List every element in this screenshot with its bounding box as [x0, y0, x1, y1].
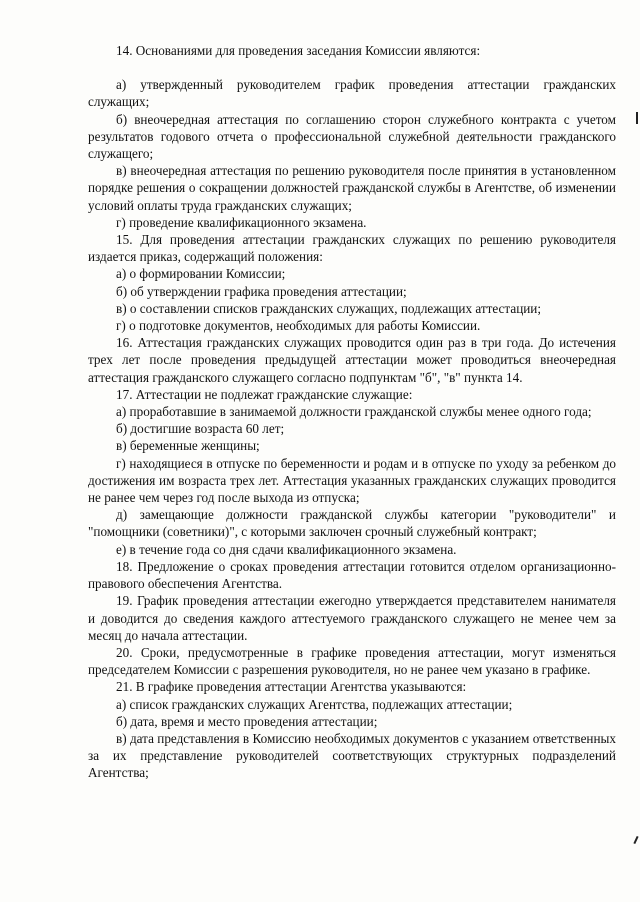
paragraph-15a: а) о формировании Комиссии; [116, 266, 286, 282]
paragraph-17e: е) в течение года со дня сдачи квалификационного экзамена. [116, 541, 457, 557]
paragraph-14a: а) утвержденный руководителем график проведения аттестации гражданских служащих; [88, 77, 616, 110]
paragraph-21v: в) дата представления в Комиссию необходимых документов с указанием ответственных за их представление руководителей соответствующих структурных подразделений Агентства; [88, 730, 616, 781]
paragraph-19: 19. График проведения аттестации ежегодно утверждается представителем нанимателя и доводится до сведения каждого аттестуемого гражданского служащего не менее чем за месяц до начала аттестации. [88, 593, 616, 643]
paragraph-17a: а) проработавшие в занимаемой должности гражданской службы менее одного года; [116, 404, 592, 420]
paragraph-14b: б) внеочередная аттестация по соглашению сторон служебного контракта с учетом результатов годового отчета о профессиональной служебной деятельности гражданского служащего; [88, 111, 616, 162]
paragraph-14: 14. Основаниями для проведения заседания Комиссии являются: [116, 43, 481, 58]
paragraph-17g: г) находящиеся в отпуске по беременности и родам и в отпуске по уходу за ребенком до достижения им возраста трех лет. Аттестация указанных гражданских служащих проводится не ранее чем через год после выхода из отпуска; [88, 455, 616, 506]
paragraph-21b: б) дата, время и место проведения аттестации; [116, 713, 378, 729]
paragraph-18: 18. Предложение о сроках проведения аттестации готовится отделом организационно-правового обеспечения Агентства. [88, 558, 616, 592]
paragraph-17v: в) беременные женщины; [116, 438, 260, 454]
paragraph-20: 20. Сроки, предусмотренные в графике проведения аттестации, могут изменяться председателем Комиссии с разрешения руководителя, но не ранее чем указано в графике. [88, 644, 616, 678]
paragraph-21: 21. В графике проведения аттестации Агентства указываются: [116, 679, 467, 695]
paragraph-17b: б) достигшие возраста 60 лет; [116, 421, 285, 437]
paragraph-15b: б) об утверждении графика проведения аттестации; [116, 283, 407, 299]
paragraph-15v: в) о составлении списков гражданских служащих, подлежащих аттестации; [116, 300, 542, 316]
paragraph-14v: в) внеочередная аттестация по решению руководителя после принятия в установленном порядке решения о сокращении должностей гражданской службы в Агентстве, об изменении условий оплаты труда гражданских служащих; [88, 163, 616, 213]
paragraph-14g: г) проведение квалификационного экзамена. [116, 214, 367, 230]
paragraph-15: 15. Для проведения аттестации гражданских служащих по решению руководителя издается приказ, содержащий положения: [88, 232, 616, 265]
paragraph-21a: а) список гражданских служащих Агентства, подлежащих аттестации; [116, 696, 513, 712]
paragraph-15g: г) о подготовке документов, необходимых для работы Комиссии. [116, 318, 481, 334]
paragraph-17d: д) замещающие должности гражданской службы категории "руководители" и "помощники (советники)", с которыми заключен срочный служебный контракт; [88, 507, 616, 540]
paragraph-17: 17. Аттестации не подлежат гражданские служащие: [116, 386, 413, 402]
paragraph-16: 16. Аттестация гражданских служащих проводится один раз в три года. До истечения трех лет после проведения предыдущей аттестации может проводиться внеочередная аттестация гражданского служащего согласно подпунктам "б", "в" пункта 14. [88, 335, 616, 385]
scan-artifact-mark [636, 112, 638, 124]
